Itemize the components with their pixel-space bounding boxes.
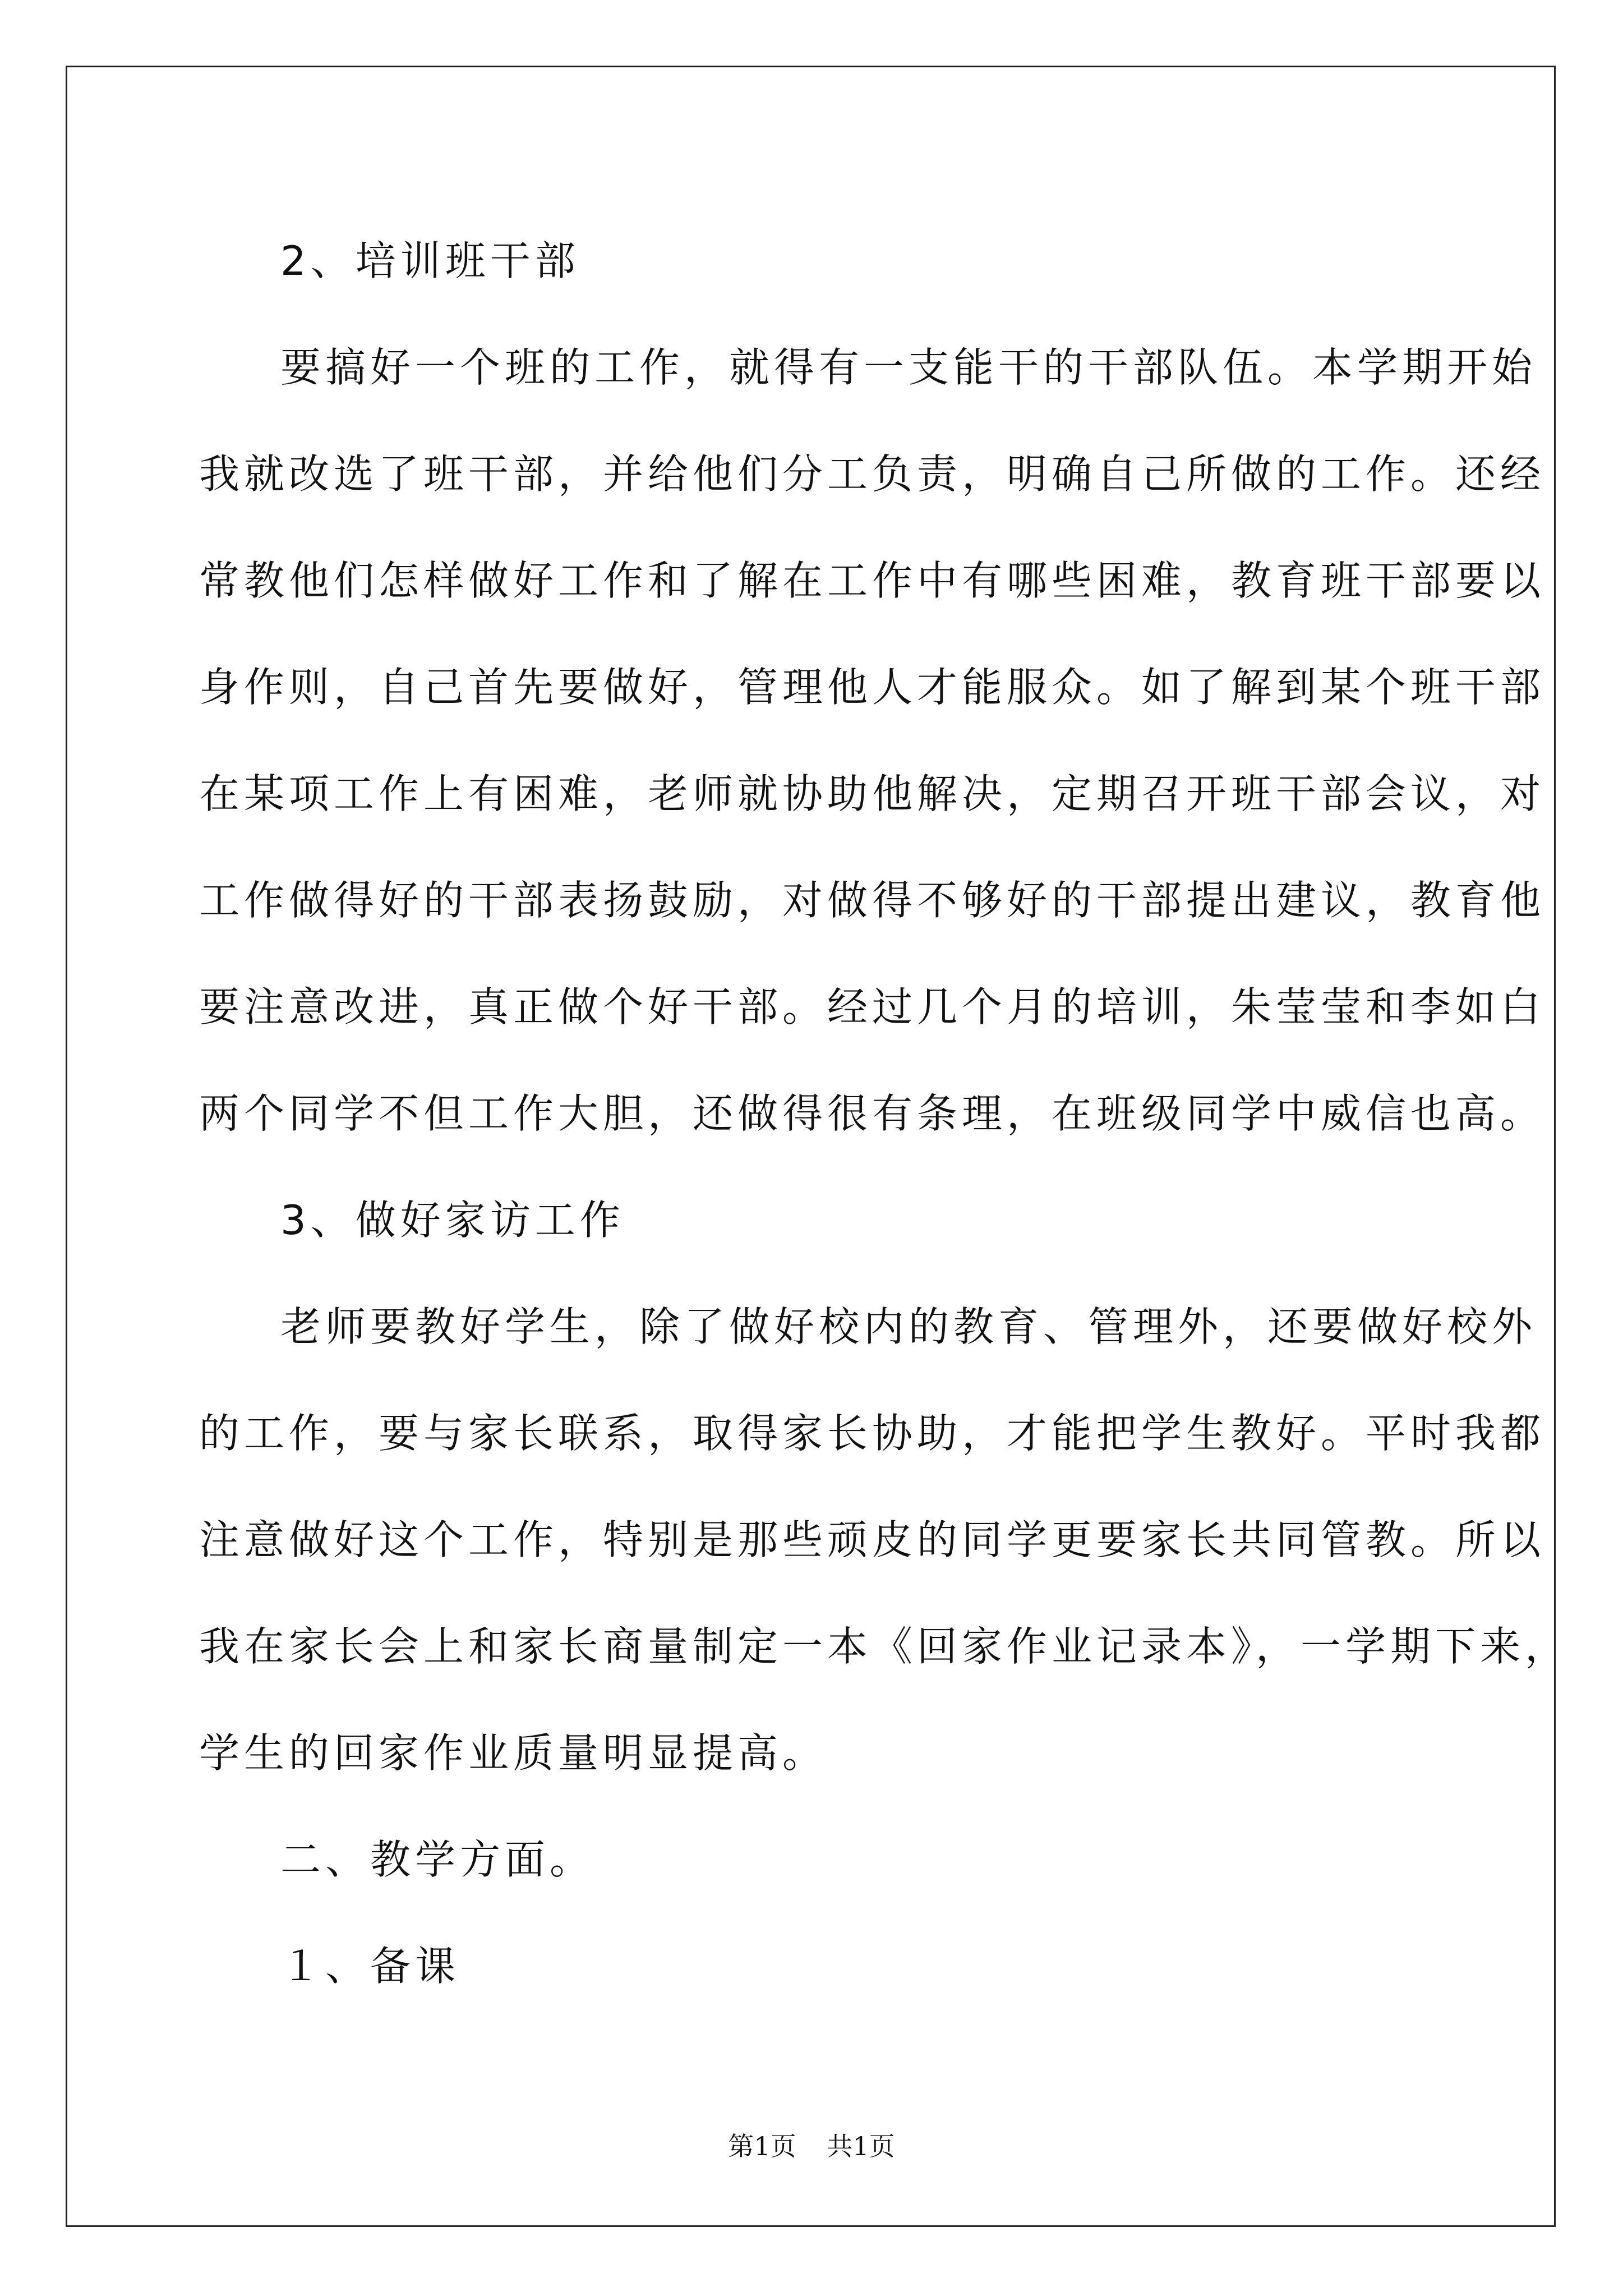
heading-train-class-cadres: 2、培训班干部 bbox=[280, 237, 580, 284]
paragraph-line: 身作则，自己首先要做好，管理他人才能服众。如了解到某个班干部 bbox=[199, 664, 1546, 711]
paragraph-line: 注意做好这个工作，特别是那些顽皮的同学更要家长共同管教。所以 bbox=[199, 1516, 1546, 1563]
paragraph-line: 工作做得好的干部表扬鼓励，对做得不够好的干部提出建议，教育他 bbox=[199, 877, 1546, 924]
paragraph-line: 学生的回家作业质量明显提高。 bbox=[199, 1729, 828, 1777]
paragraph-line: 在某项工作上有困难，老师就协助他解决，定期召开班干部会议，对 bbox=[199, 770, 1546, 817]
paragraph-line: 的工作，要与家长联系，取得家长协助，才能把学生教好。平时我都 bbox=[199, 1410, 1546, 1457]
heading-teaching: 二、教学方面。 bbox=[280, 1836, 595, 1883]
heading-home-visits: 3、做好家访工作 bbox=[280, 1197, 625, 1244]
paragraph-line: 常教他们怎样做好工作和了解在工作中有哪些困难，教育班干部要以 bbox=[199, 557, 1546, 604]
page-total: 共1页 bbox=[827, 2131, 895, 2161]
paragraph-line: 我在家长会上和家长商量制定一本《回家作业记录本》，一学期下来， bbox=[199, 1623, 1570, 1670]
page-footer bbox=[0, 2126, 1623, 2163]
paragraph-line: 两个同学不但工作大胆，还做得很有条理，在班级同学中威信也高。 bbox=[199, 1090, 1546, 1137]
paragraph-line: 要注意改进，真正做个好干部。经过几个月的培训，朱莹莹和李如白 bbox=[199, 983, 1546, 1030]
document-body bbox=[199, 208, 1570, 2019]
page-number: 第1页 bbox=[728, 2131, 796, 2161]
paragraph-line: 要搞好一个班的工作，就得有一支能干的干部队伍。本学期开始 bbox=[280, 344, 1537, 391]
paragraph-line: 我就改选了班干部，并给他们分工负责，明确自己所做的工作。还经 bbox=[199, 450, 1546, 498]
paragraph-line: 老师要教好学生，除了做好校内的教育、管理外，还要做好校外 bbox=[280, 1303, 1537, 1350]
heading-lesson-prep: １、备课 bbox=[280, 1943, 460, 1990]
